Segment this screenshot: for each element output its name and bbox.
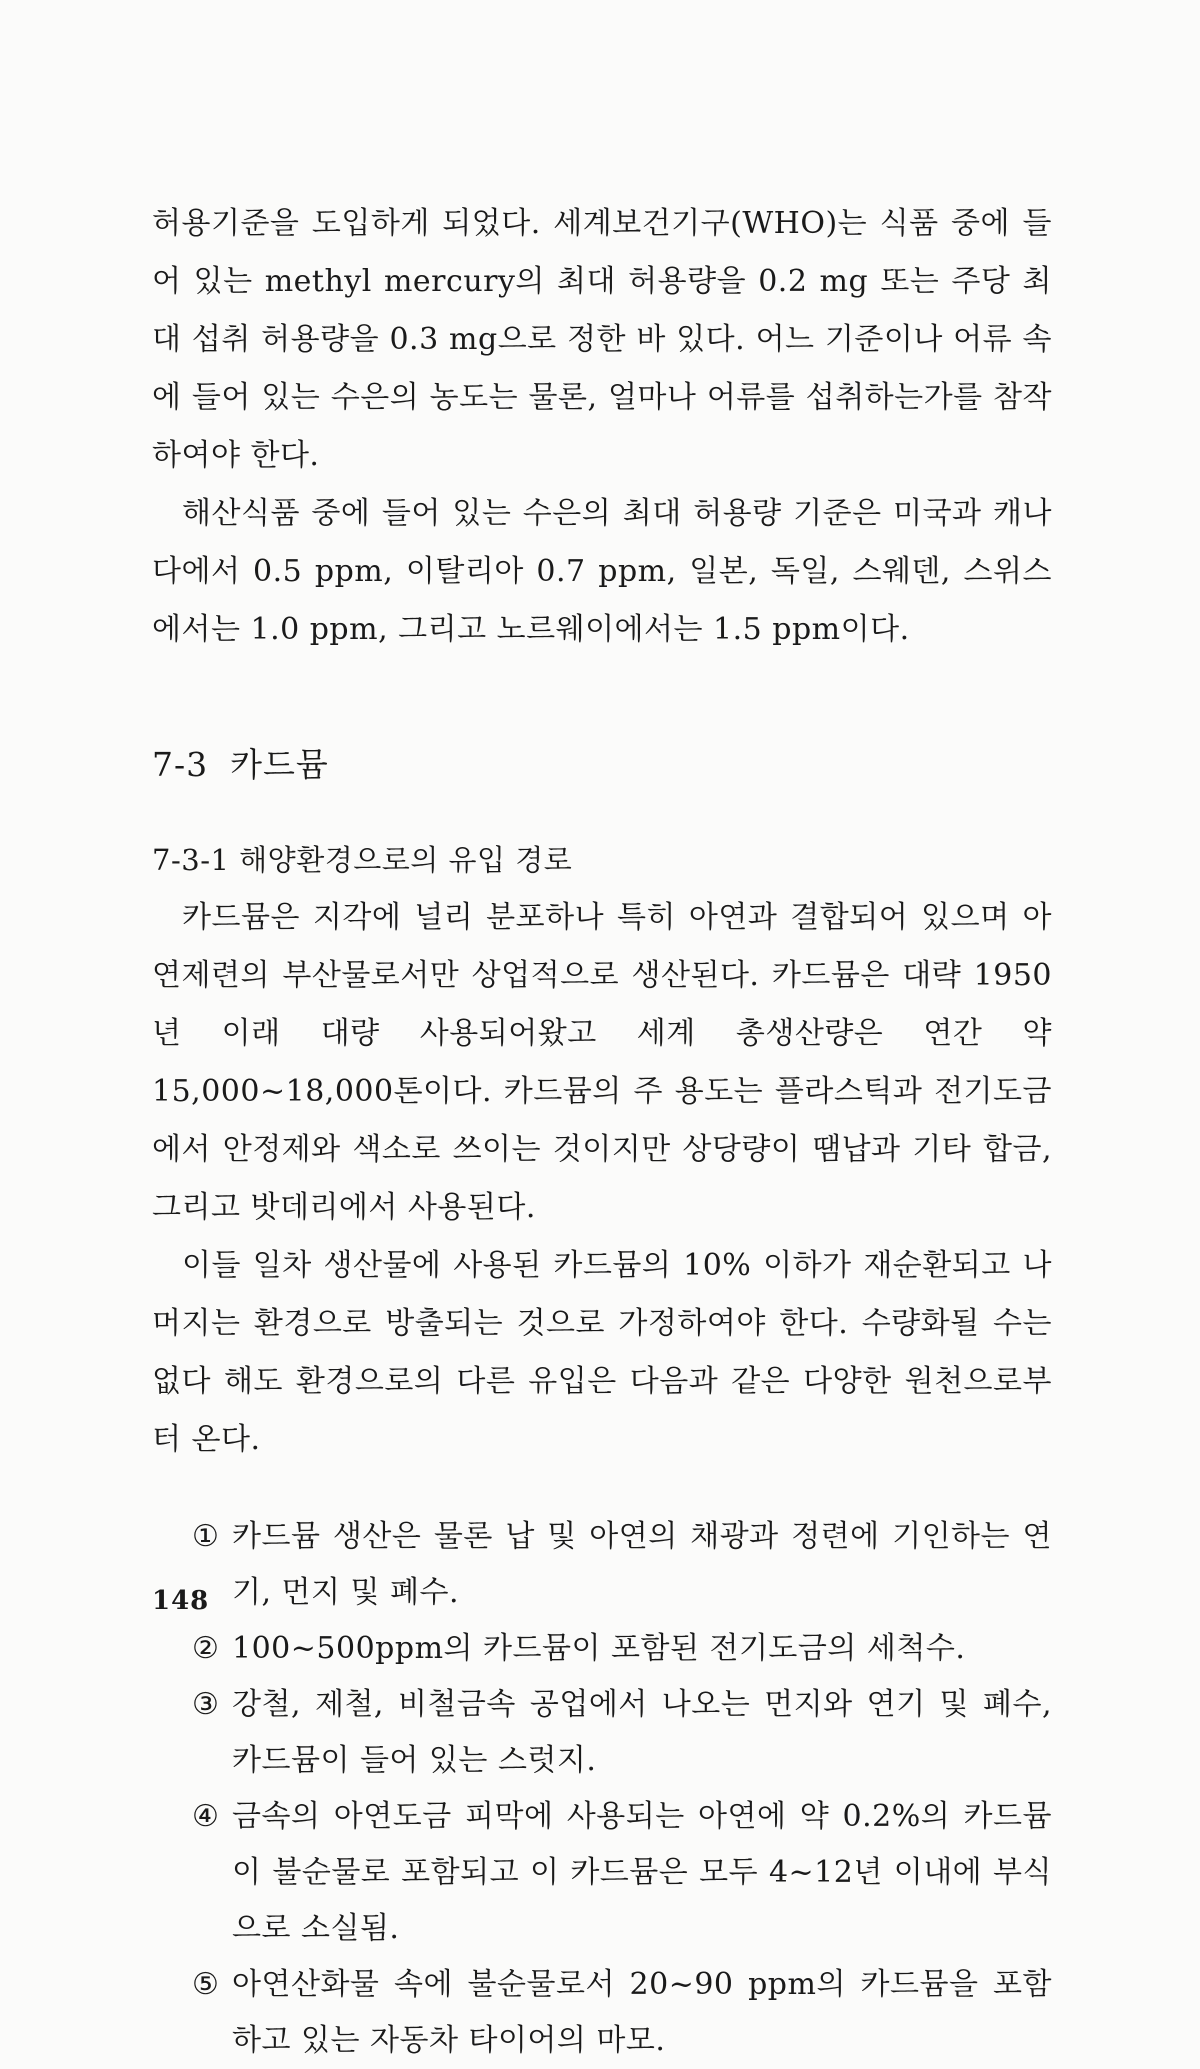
source-list: [192, 1509, 1052, 2069]
section-heading: [152, 733, 1052, 797]
list-item-text: 100~500ppm의 카드뮴이 포함된 전기도금의 세척수.: [232, 1631, 966, 1666]
paragraph-who-standard: 허용기준을 도입하게 되었다. 세계보건기구(WHO)는 식품 중에 들어 있는 methyl mercury의 최대 허용량을 0.2 mg 또는 주당 최대 섭취 허용량을 0.3 mg으로 정한 바 있다. 어느 기준이나 어류 속에 들어 있는 수은의 농도는 물론, 얼마나 어류를 섭취하는가를 참작하여야 한다.: [152, 206, 1052, 473]
paragraph-cadmium-release: 이들 일차 생산물에 사용된 카드뮴의 10% 이하가 재순환되고 나머지는 환경으로 방출되는 것으로 가정하여야 한다. 수량화될 수는 없다 해도 환경으로의 다른 유입은 다음과 같은 다양한 원천으로부터 온다.: [152, 1248, 1052, 1457]
list-marker: ①: [192, 1519, 220, 1554]
list-item: [192, 1957, 1052, 2069]
page-number: 148: [152, 1586, 210, 1616]
subsection-heading: 7-3-1 해양환경으로의 유입 경로: [152, 843, 573, 877]
section-title: 카드뮴: [230, 745, 329, 784]
list-item: [192, 1677, 1052, 1789]
section-number: 7-3: [152, 745, 209, 784]
list-item-text: 아연산화물 속에 불순물로서 20~90 ppm의 카드뮴을 포함하고 있는 자동차 타이어의 마모.: [232, 1967, 1052, 2058]
paragraph-seafood-limits: 해산식품 중에 들어 있는 수은의 최대 허용량 기준은 미국과 캐나다에서 0.5 ppm, 이탈리아 0.7 ppm, 일본, 독일, 스웨덴, 스위스에서는 1.0 ppm, 그리고 노르웨이에서는 1.5 ppm이다.: [152, 496, 1052, 647]
list-item: [192, 1789, 1052, 1957]
list-marker: ⑤: [192, 1967, 220, 2002]
list-item: [192, 1621, 1052, 1677]
list-marker: ②: [192, 1631, 220, 1666]
list-item-text: 강철, 제철, 비철금속 공업에서 나오는 먼지와 연기 및 폐수, 카드뮴이 들어 있는 스럿지.: [232, 1687, 1052, 1778]
list-item-text: 금속의 아연도금 피막에 사용되는 아연에 약 0.2%의 카드뮴이 불순물로 포함되고 이 카드뮴은 모두 4~12년 이내에 부식으로 소실됨.: [232, 1799, 1052, 1946]
list-item-text: 카드뮴 생산은 물론 납 및 아연의 채광과 정련에 기인하는 연기, 먼지 및 폐수.: [232, 1519, 1052, 1610]
list-marker: ④: [192, 1799, 220, 1834]
paragraph-cadmium-production: 카드뮴은 지각에 널리 분포하나 특히 아연과 결합되어 있으며 아연제련의 부산물로서만 상업적으로 생산된다. 카드뮴은 대략 1950년 이래 대량 사용되어왔고 세계 총생산량은 연간 약 15,000~18,000톤이다. 카드뮴의 주 용도는 플라스틱과 전기도금에서 안정제와 색소로 쓰이는 것이지만 상당량이 땜납과 기타 합금, 그리고 밧데리에서 사용된다.: [152, 900, 1052, 1225]
list-item: [192, 1509, 1052, 1621]
page-content: [152, 195, 1052, 2069]
list-marker: ③: [192, 1687, 220, 1722]
